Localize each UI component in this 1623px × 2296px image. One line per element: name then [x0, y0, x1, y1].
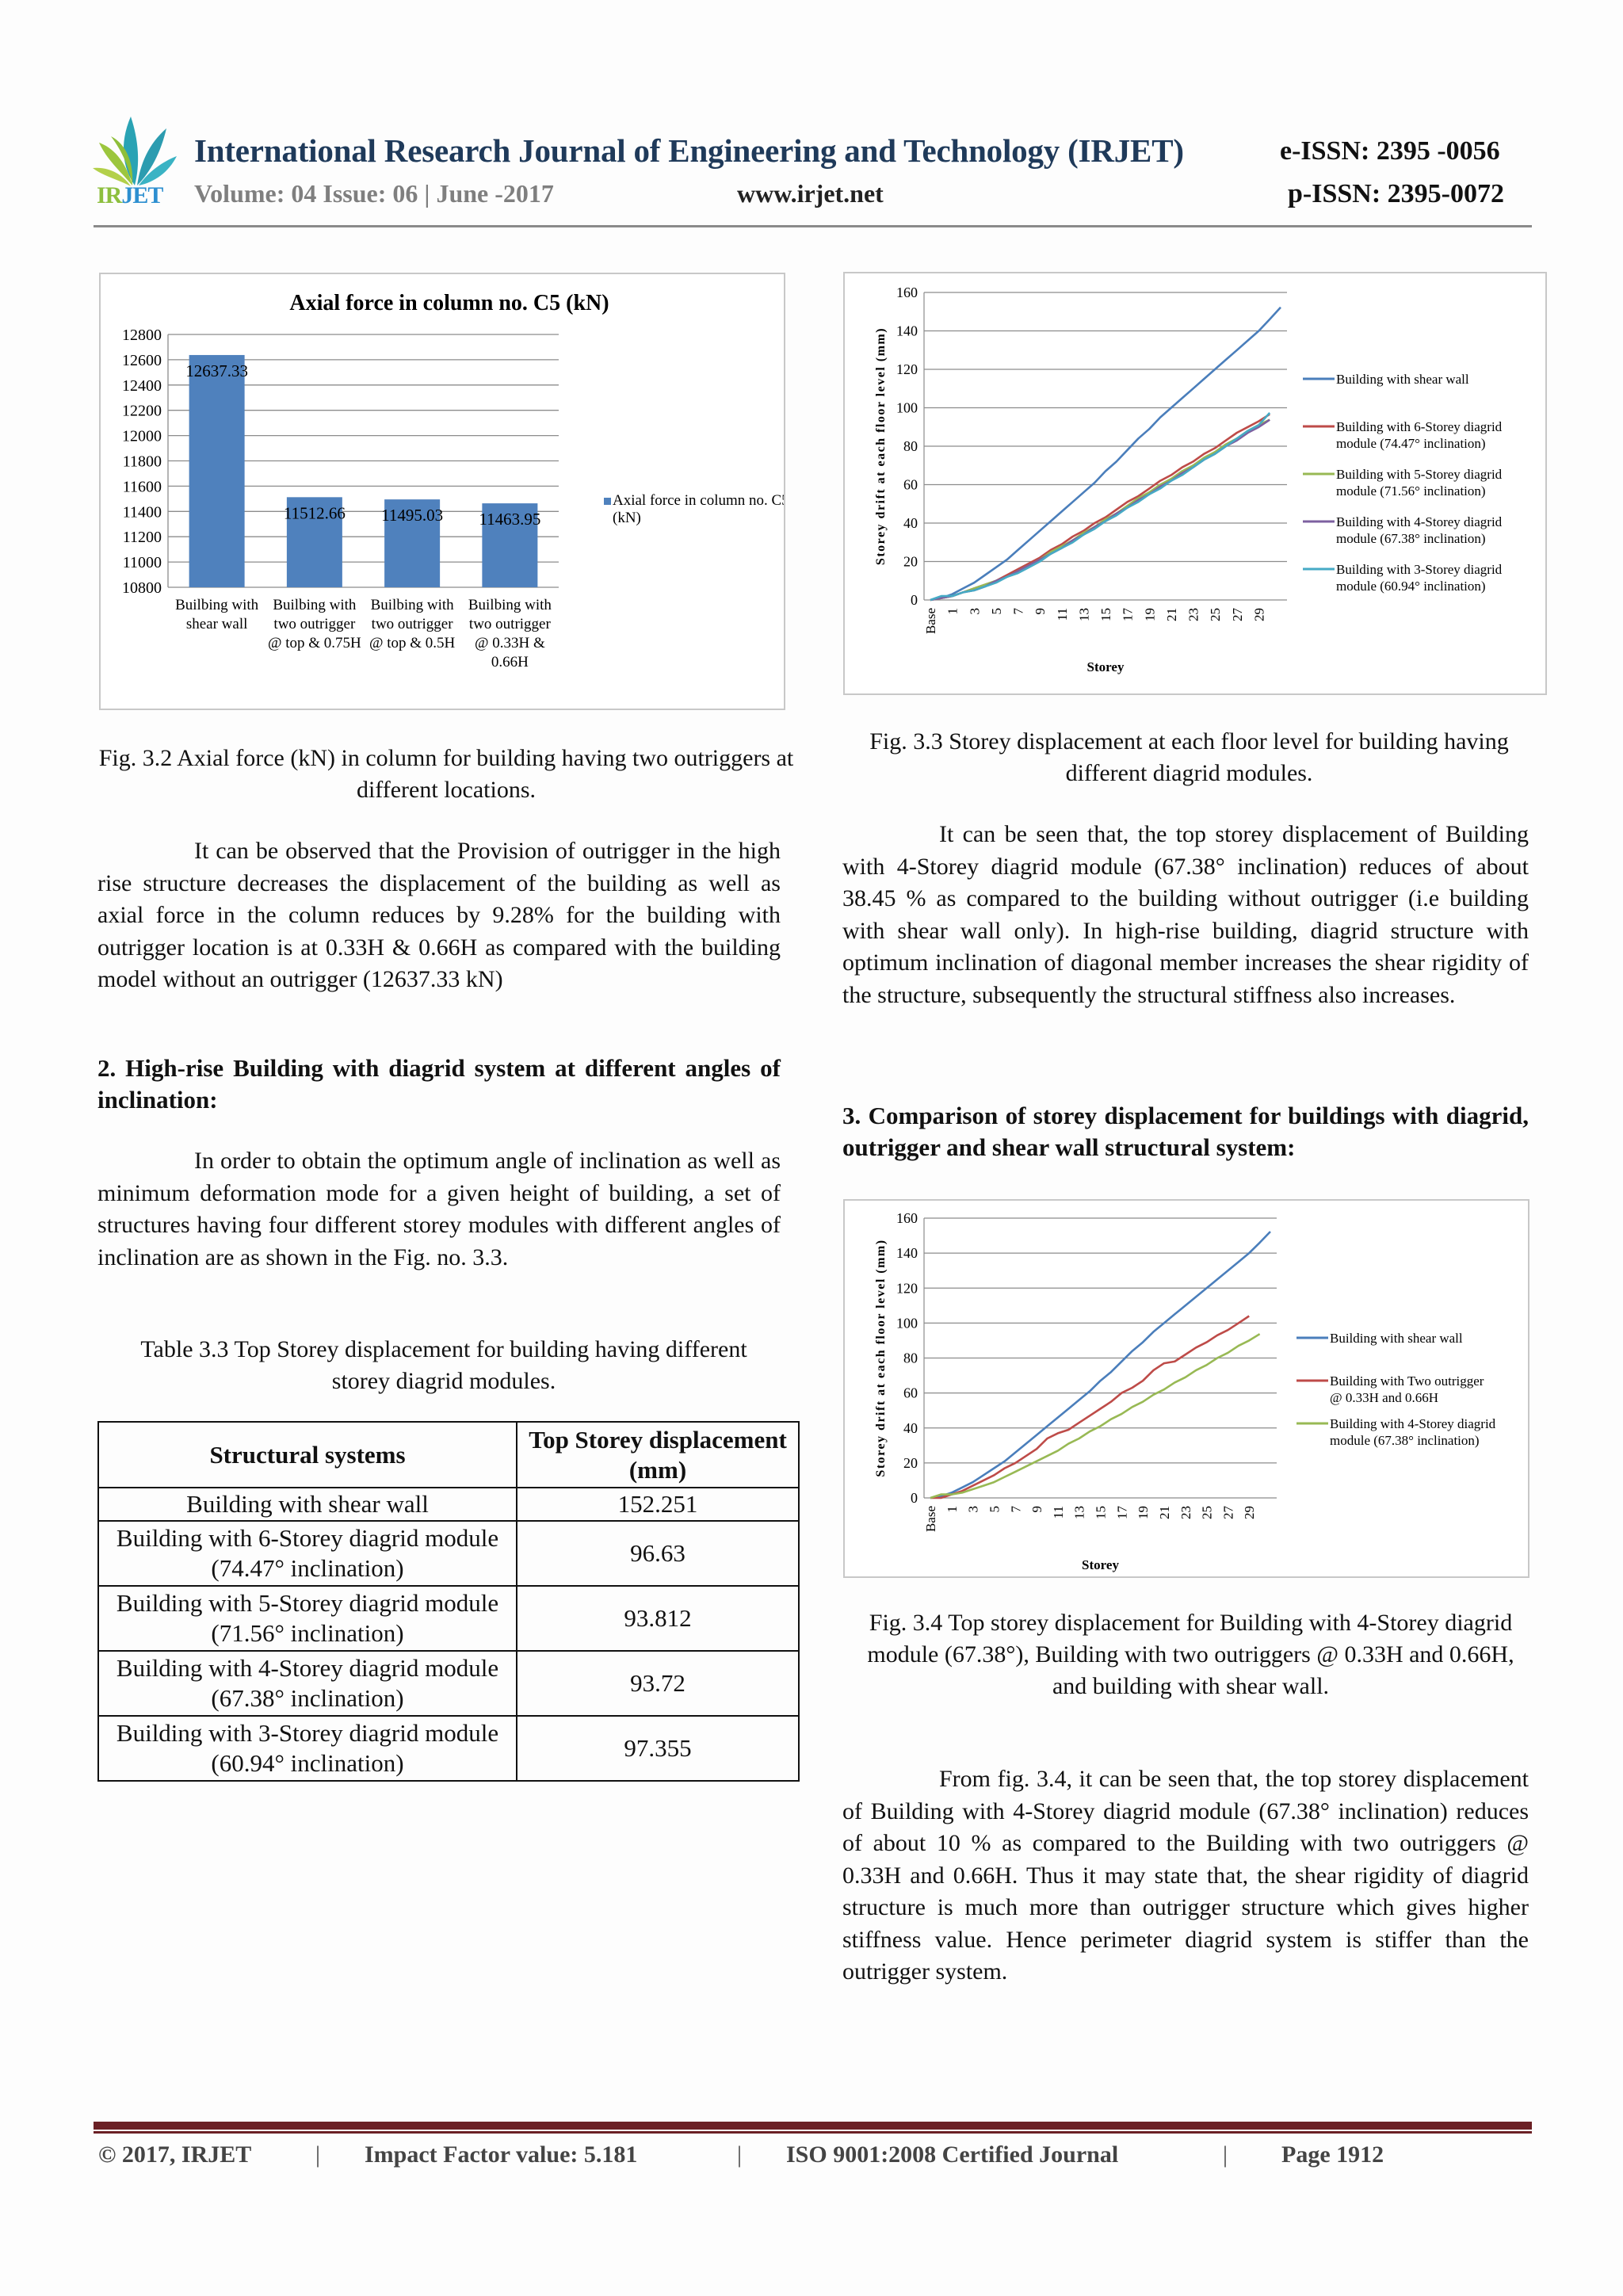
section-heading-2: 2. High-rise Building with diagrid system at different angles of inclination: [97, 1054, 781, 1114]
footer-impact-factor: Impact Factor value: 5.181 [365, 2141, 638, 2168]
x-category-label: Builbing with [175, 597, 259, 613]
legend-label: Axial force in column no. C5 [613, 492, 784, 509]
legend-label: module (74.47° inclination) [1336, 436, 1486, 451]
footer-separator: | [315, 2141, 321, 2168]
x-tick-label: 21 [1156, 1506, 1172, 1519]
bar-value-label: 11495.03 [381, 506, 444, 525]
x-tick-label: 15 [1093, 1506, 1109, 1519]
series-line [930, 420, 1270, 600]
x-category-label: two outrigger [468, 616, 551, 632]
x-tick-label: 13 [1076, 608, 1092, 621]
x-tick-label: 15 [1098, 608, 1113, 621]
legend-swatch [604, 498, 611, 505]
paragraph-outrigger-effect [97, 835, 781, 996]
legend-label: Building with 6-Storey diagrid [1336, 419, 1503, 434]
y-tick-label: 12800 [122, 327, 162, 344]
bar-value-label: 11463.95 [479, 510, 541, 529]
x-tick-label: 7 [1008, 1506, 1024, 1513]
x-tick-label: 7 [1010, 608, 1026, 615]
y-tick-label: 11800 [122, 453, 162, 471]
paragraph-diagrid-vs-outrigger [842, 1763, 1529, 1988]
x-tick-label: 19 [1142, 608, 1158, 621]
x-tick-label: Base [923, 1506, 938, 1533]
table-header-row [98, 1422, 799, 1488]
column-header-structural-systems: Structural systems [98, 1422, 517, 1488]
bar-value-label: 11512.66 [283, 503, 346, 523]
series-line [930, 420, 1270, 601]
structural-system-cell: Building with 5-Storey diagrid module (71.56° inclination) [98, 1586, 517, 1651]
x-tick-label: 1 [945, 608, 960, 615]
x-tick-label: 23 [1186, 608, 1201, 621]
x-tick-label: 17 [1114, 1506, 1130, 1519]
logo-text-ir: IR [97, 182, 122, 208]
displacement-cell: 96.63 [517, 1521, 799, 1586]
table-3-3-caption: Table 3.3 Top Storey displacement for building having different storey diagrid modules. [140, 1336, 747, 1394]
legend-label: Building with 3-Storey diagrid [1336, 562, 1503, 577]
fig-3-3-line-chart [843, 272, 1547, 695]
displacement-cell: 93.812 [517, 1586, 799, 1651]
legend-label: (kN) [613, 510, 641, 526]
y-tick-label: 20 [903, 553, 918, 570]
x-tick-label: 9 [1029, 1506, 1045, 1513]
x-tick-label: 19 [1136, 1506, 1151, 1519]
x-tick-label: 27 [1229, 608, 1245, 621]
legend-label: module (60.94° inclination) [1336, 579, 1486, 594]
header-divider [94, 225, 1532, 227]
x-category-label: 0.66H [491, 654, 529, 670]
fig-3-2-bar-chart [99, 273, 785, 710]
x-tick-label: 5 [987, 1506, 1002, 1513]
fig-3-4-line-chart [843, 1199, 1529, 1578]
x-tick-label: 23 [1178, 1506, 1193, 1519]
paragraph-text: It can be seen that, the top storey displacement of Building with 4-Storey diagrid module (67.38° inclination) reduces of about 38.45 % as compared to the building without outrigger (i.e building with shear wall only). In high-rise building, diagrid structure with optimum inclination of diagonal member increases the shear rigidity of the structure, subsequently the structural stiffness also increases. [842, 821, 1529, 1008]
line-chart-svg [845, 273, 1545, 693]
y-tick-label: 160 [896, 1210, 918, 1226]
bar [189, 355, 245, 587]
x-tick-label: Base [923, 608, 938, 635]
table-row [98, 1651, 799, 1716]
y-tick-label: 120 [896, 1280, 918, 1297]
x-category-label: @ top & 0.5H [369, 635, 456, 651]
paragraph-text: In order to obtain the optimum angle of inclination as well as minimum deformation mode for a given height of building, a set of structures having four different storey modules with different angles of inclination are as shown in the Fig. no. 3.3. [97, 1148, 781, 1270]
x-category-label: Builbing with [273, 597, 357, 613]
y-axis-label: Storey drift at each floor level (mm) [874, 1239, 888, 1477]
y-tick-label: 0 [911, 592, 918, 608]
y-tick-label: 160 [896, 285, 918, 300]
chart-title: Axial force in column no. C5 (kN) [289, 291, 609, 315]
x-category-label: @ top & 0.75H [267, 635, 361, 651]
x-tick-label: 29 [1251, 608, 1267, 621]
x-tick-label: 29 [1242, 1506, 1258, 1519]
y-tick-label: 140 [896, 323, 918, 339]
leaf-logo-icon [91, 113, 178, 188]
table-row [98, 1488, 799, 1521]
structural-system-cell: Building with 3-Storey diagrid module (60.94° inclination) [98, 1716, 517, 1781]
displacement-cell: 97.355 [517, 1716, 799, 1781]
x-tick-label: 5 [988, 608, 1004, 615]
series-line [930, 415, 1270, 600]
p-issn: p-ISSN: 2395-0072 [1288, 179, 1504, 208]
y-tick-label: 120 [896, 361, 918, 377]
x-tick-label: 9 [1033, 608, 1048, 615]
y-tick-label: 100 [896, 1315, 918, 1331]
x-tick-label: 17 [1120, 608, 1136, 621]
x-tick-label: 25 [1199, 1506, 1215, 1519]
y-tick-label: 60 [903, 1385, 918, 1401]
y-tick-label: 40 [903, 515, 918, 531]
line-chart-svg [845, 1201, 1528, 1576]
legend-label: Building with Two outrigger [1330, 1373, 1484, 1389]
footer-separator: | [1223, 2141, 1228, 2168]
x-tick-label: 27 [1220, 1506, 1236, 1519]
table-row [98, 1586, 799, 1651]
series-line [930, 413, 1270, 600]
y-axis-label: Storey drift at each floor level (mm) [874, 327, 888, 566]
legend-label: @ 0.33H and 0.66H [1330, 1390, 1439, 1405]
bar-chart-svg [101, 274, 784, 709]
legend-label: Building with shear wall [1330, 1331, 1463, 1346]
series-line [930, 1334, 1260, 1498]
displacement-cell: 152.251 [517, 1488, 799, 1521]
x-category-label: two outrigger [371, 616, 453, 632]
x-axis-label: Storey [1082, 1557, 1119, 1572]
x-category-label: Builbing with [370, 597, 454, 613]
x-category-label: Builbing with [468, 597, 552, 613]
y-tick-label: 20 [903, 1454, 918, 1471]
x-tick-label: 3 [967, 608, 983, 615]
footer-copyright: © 2017, IRJET [98, 2141, 252, 2168]
bar-value-label: 12637.33 [185, 361, 248, 380]
y-tick-label: 100 [896, 399, 918, 416]
structural-system-cell: Building with shear wall [98, 1488, 517, 1521]
y-tick-label: 40 [903, 1419, 918, 1436]
paragraph-text: From fig. 3.4, it can be seen that, the top storey displacement of Building with 4-Storey diagrid module (67.38° inclination) reduces of about 10 % as compared to the Building with two outriggers @ 0.33H and 0.66H. Thus it may state that, the shear rigidity of diagrid structure is much more than outrigger structure which gives higher stiffness value. Hence perimeter diagrid system is stiffer than the outrigger system. [842, 1766, 1529, 1985]
x-axis-label: Storey [1086, 659, 1125, 674]
fig-3-3-caption: Fig. 3.3 Storey displacement at each floor level for building having different diagrid modules. [869, 728, 1509, 786]
structural-system-cell: Building with 4-Storey diagrid module (67.38° inclination) [98, 1651, 517, 1716]
y-tick-label: 80 [903, 438, 918, 454]
y-tick-label: 12600 [122, 351, 162, 369]
x-tick-label: 11 [1054, 608, 1070, 621]
x-tick-label: 25 [1208, 608, 1224, 621]
fig-3-2-caption: Fig. 3.2 Axial force (kN) in column for building having two outriggers at different locations. [98, 745, 794, 803]
x-tick-label: 11 [1050, 1506, 1066, 1519]
x-category-label: shear wall [185, 616, 248, 632]
y-tick-label: 11200 [122, 529, 162, 547]
logo-text [97, 182, 162, 209]
legend-label: module (71.56° inclination) [1336, 483, 1486, 499]
series-line [930, 308, 1281, 600]
series-line [930, 1232, 1270, 1498]
x-category-label: @ 0.33H & [475, 635, 545, 651]
footer-page-number: Page 1912 [1281, 2141, 1384, 2168]
legend-label: Building with 4-Storey diagrid [1330, 1416, 1496, 1431]
x-category-label: two outrigger [273, 616, 356, 632]
volume-issue: Volume: 04 Issue: 06 | June -2017 [194, 179, 554, 208]
y-tick-label: 10800 [122, 579, 162, 597]
legend-label: module (67.38° inclination) [1330, 1433, 1480, 1448]
y-tick-label: 11600 [122, 478, 162, 496]
y-tick-label: 11000 [122, 554, 162, 572]
column-header-top-storey-displacement: Top Storey displacement (mm) [517, 1422, 799, 1488]
table-row [98, 1716, 799, 1781]
x-tick-label: 13 [1071, 1506, 1087, 1519]
legend-label: Building with 4-Storey diagrid [1336, 514, 1503, 529]
paragraph-diagrid-angles [97, 1145, 781, 1274]
x-tick-label: 1 [944, 1506, 960, 1513]
footer-separator: | [737, 2141, 743, 2168]
fig-3-4-caption: Fig. 3.4 Top storey displacement for Building with 4-Storey diagrid module (67.38°), Building with two outriggers @ 0.33H and 0.66H, and building with shear wall. [867, 1610, 1514, 1699]
displacement-cell: 93.72 [517, 1651, 799, 1716]
y-tick-label: 12000 [122, 427, 162, 445]
y-tick-label: 80 [903, 1350, 918, 1366]
table-3-3 [97, 1421, 800, 1782]
y-tick-label: 60 [903, 476, 918, 493]
legend-label: module (67.38° inclination) [1336, 531, 1486, 546]
journal-website-link[interactable]: www.irjet.net [737, 179, 884, 208]
y-tick-label: 12200 [122, 402, 162, 420]
legend-label: Building with shear wall [1336, 372, 1469, 387]
y-tick-label: 12400 [122, 376, 162, 395]
series-line [930, 1316, 1249, 1499]
legend-label: Building with 5-Storey diagrid [1336, 467, 1503, 482]
footer-iso: ISO 9001:2008 Certified Journal [786, 2141, 1119, 2168]
x-tick-label: 21 [1163, 608, 1179, 621]
logo-text-jet: JET [121, 182, 163, 208]
footer-bar [94, 2122, 1532, 2130]
section-heading-3: 3. Comparison of storey displacement for buildings with diagrid, outrigger and shear wall structural system: [842, 1102, 1529, 1161]
y-tick-label: 0 [911, 1490, 918, 1506]
footer-bar-thin [94, 2131, 1532, 2134]
e-issn: e-ISSN: 2395 -0056 [1280, 136, 1500, 166]
journal-title: International Research Journal of Engineering and Technology (IRJET) [194, 132, 1184, 169]
paragraph-top-storey-reduction [842, 819, 1529, 1011]
paragraph-text: It can be observed that the Provision of outrigger in the high rise structure decreases the displacement of the building as well as axial force in the column reduces by 9.28% for the building with outrigger location is at 0.33H & 0.66H as compared with the building model without an outrigger (12637.33 kN) [97, 838, 781, 992]
table-row [98, 1521, 799, 1586]
structural-system-cell: Building with 6-Storey diagrid module (74.47° inclination) [98, 1521, 517, 1586]
y-tick-label: 140 [896, 1245, 918, 1262]
x-tick-label: 3 [965, 1506, 981, 1513]
y-tick-label: 11400 [122, 503, 162, 521]
